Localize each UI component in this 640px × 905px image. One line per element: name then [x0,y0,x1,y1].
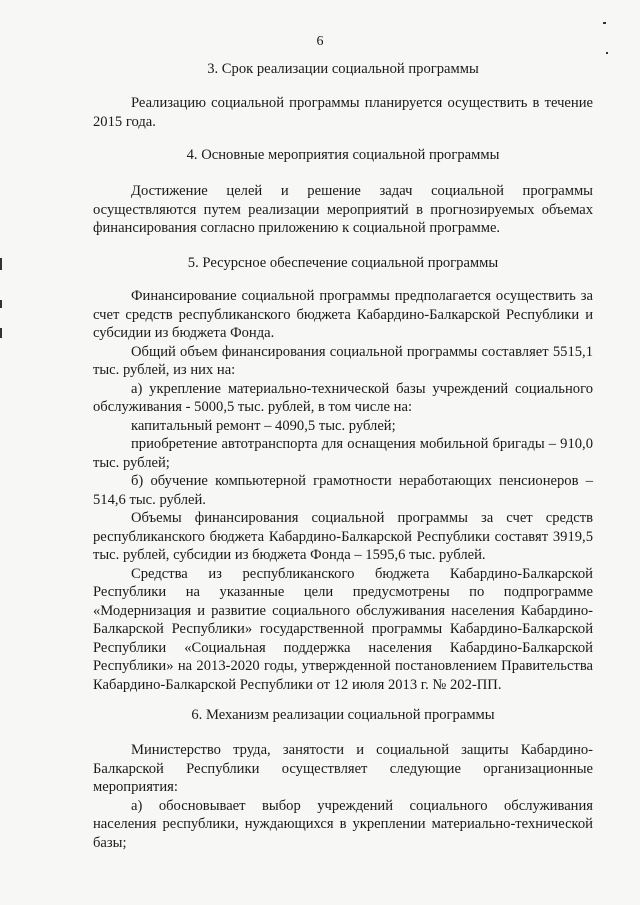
section-3-paragraph-1: Реализацию социальной программы планируется осуществить в течение 2015 года. [93,95,593,130]
section-4-body [93,182,593,238]
section-5-paragraph-1: Финансирование социальной программы предполагается осуществить за счет средств республиканского бюджета Кабардино-Балкарской Республики и субсидии из бюджета Фонда. [93,288,593,341]
section-5-heading: 5. Ресурсное обеспечение социальной программы [187,255,499,271]
section-6-paragraph-1: Министерство труда, занятости и социальной защиты Кабардино-Балкарской Республики осуществляет следующие организационные мероприятия: [93,742,593,795]
section-5-paragraph-4: капитальный ремонт – 4090,5 тыс. рублей; [131,417,396,434]
section-3-heading: 3. Срок реализации социальной программы [207,61,479,77]
scan-edge-mark [0,328,2,338]
section-4 [93,146,593,164]
section-4-paragraph-1: Достижение целей и решение задач социальной программы осуществляются путем реализации мероприятий в прогнозируемых объемах финансирования согласно приложению к социальной программе. [93,183,593,236]
section-3 [93,60,593,78]
section-5 [93,254,593,272]
page-number: 6 [316,34,324,49]
section-5-paragraph-2: Общий объем финансирования социальной программы составляет 5515,1 тыс. рублей, из них на: [93,343,593,378]
scan-edge-mark [0,300,2,308]
section-5-paragraph-7: Объемы финансирования социальной программы за счет средств республиканского бюджета Кабардино-Балкарской Республики составят 3919,5 тыс. рублей, субсидии из бюджета Фонда – 1595,6 тыс. рублей. [93,510,593,563]
section-6 [93,706,593,724]
section-5-paragraph-6: б) обучение компьютерной грамотности неработающих пенсионеров – 514,6 тыс. рублей. [93,473,593,508]
section-6-heading: 6. Механизм реализации социальной программы [191,707,495,723]
section-4-heading: 4. Основные мероприятия социальной программы [186,147,500,163]
section-6-body [93,741,593,852]
section-5-paragraph-3: а) укрепление материально-технической базы учреждений социального обслуживания - 5000,5 тыс. рублей, в том числе на: [93,380,593,415]
scan-edge-mark [606,52,608,54]
section-6-paragraph-2: а) обосновывает выбор учреждений социального обслуживания населения республики, нуждающихся в укреплении материально-технической базы; [93,797,593,851]
scan-edge-mark [0,258,2,270]
section-5-paragraph-8: Средства из республиканского бюджета Кабардино-Балкарской Республики на указанные цели предусмотрены по подпрограмме «Модернизация и развитие социального обслуживания населения Кабардино-Балкарской Республики» государственной программы Кабардино-Балкарской Республики «Социальная поддержка населения Кабардино-Балкарской Республики» на 2013-2020 годы, утвержденной постановлением Правительства Кабардино-Балкарской Республики от 12 июля 2013 г. № 202-ПП. [93,565,593,693]
section-5-paragraph-5: приобретение автотранспорта для оснащения мобильной бригады – 910,0 тыс. рублей; [93,436,593,471]
scan-edge-mark [603,22,606,24]
section-5-body [93,287,593,694]
section-3-body [93,94,593,131]
